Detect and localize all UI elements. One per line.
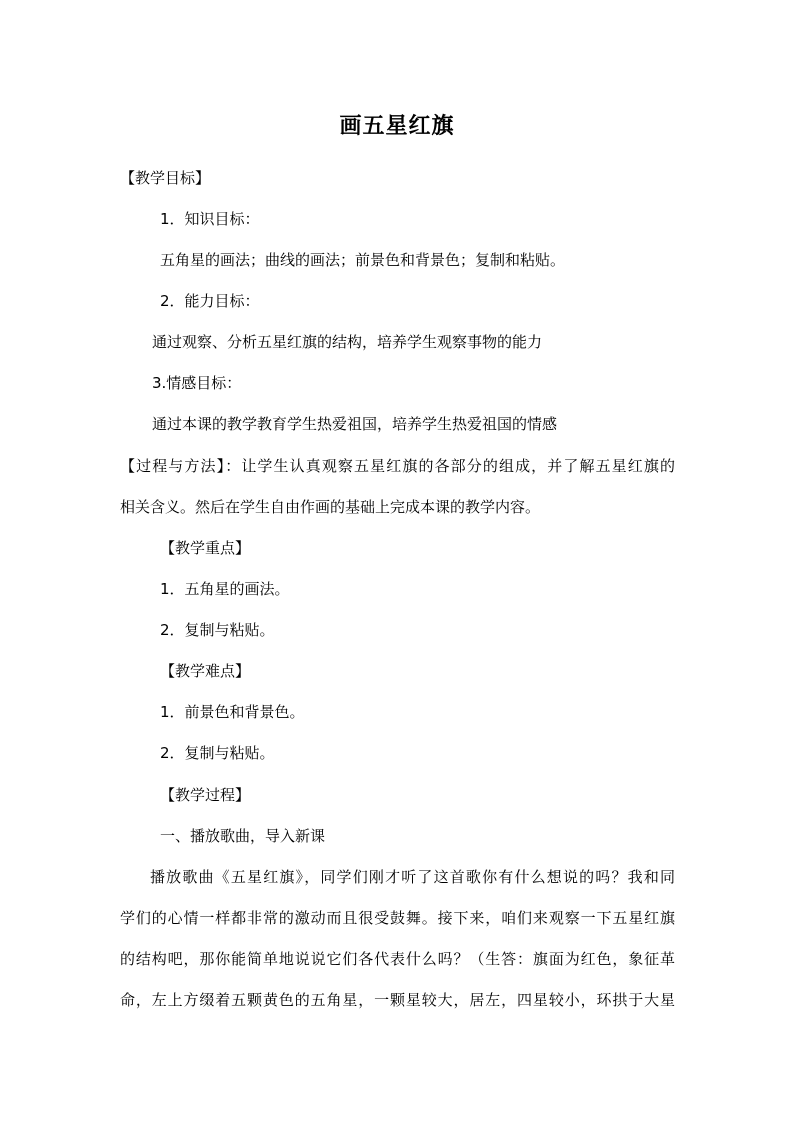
- paragraph-difficulty-1: 1．前景色和背景色。: [160, 703, 305, 721]
- paragraph-song-line-1: 播放歌曲《五星红旗》，同学们刚才听了这首歌你有什么想说的吗？我和同: [150, 868, 675, 886]
- section-heading-key-points: 【教学重点】: [160, 539, 251, 557]
- paragraph-song-line-3: 的结构吧，那你能简单地说说它们各代表什么吗？（生答：旗面为红色，象征革: [120, 950, 675, 968]
- paragraph-emotion-goal-label: 3.情感目标：: [152, 374, 242, 392]
- paragraph-key-point-2: 2．复制与粘贴。: [160, 621, 275, 639]
- paragraph-ability-goal-text: 通过观察、分析五星红旗的结构，培养学生观察事物的能力: [152, 333, 543, 351]
- paragraph-step-1-heading: 一、播放歌曲，导入新课: [160, 827, 326, 845]
- paragraph-ability-goal-label: 2．能力目标：: [160, 292, 260, 310]
- paragraph-key-point-1: 1．五角星的画法。: [160, 580, 290, 598]
- document-title: 画五星红旗: [339, 113, 455, 139]
- paragraph-song-line-2: 学们的心情一样都非常的激动而且很受鼓舞。接下来，咱们来观察一下五星红旗: [120, 909, 675, 927]
- section-heading-teaching-process: 【教学过程】: [160, 786, 251, 804]
- paragraph-process-method-line-1: 【过程与方法】：让学生认真观察五星红旗的各部分的组成，并了解五星红旗的: [120, 457, 675, 475]
- paragraph-knowledge-goal-text: 五角星的画法；曲线的画法；前景色和背景色；复制和粘贴。: [160, 251, 566, 269]
- paragraph-difficulty-2: 2．复制与粘贴。: [160, 744, 275, 762]
- paragraph-knowledge-goal-label: 1．知识目标：: [160, 210, 260, 228]
- paragraph-process-method-line-2: 相关含义。然后在学生自由作画的基础上完成本课的教学内容。: [120, 498, 541, 516]
- section-heading-difficulties: 【教学难点】: [160, 662, 251, 680]
- paragraph-emotion-goal-text: 通过本课的教学教育学生热爱祖国，培养学生热爱祖国的情感: [152, 415, 558, 433]
- paragraph-song-line-4: 命，左上方缀着五颗黄色的五角星，一颗星较大，居左，四星较小，环拱于大星: [120, 991, 675, 1009]
- section-heading-teaching-goals: 【教学目标】: [120, 169, 211, 187]
